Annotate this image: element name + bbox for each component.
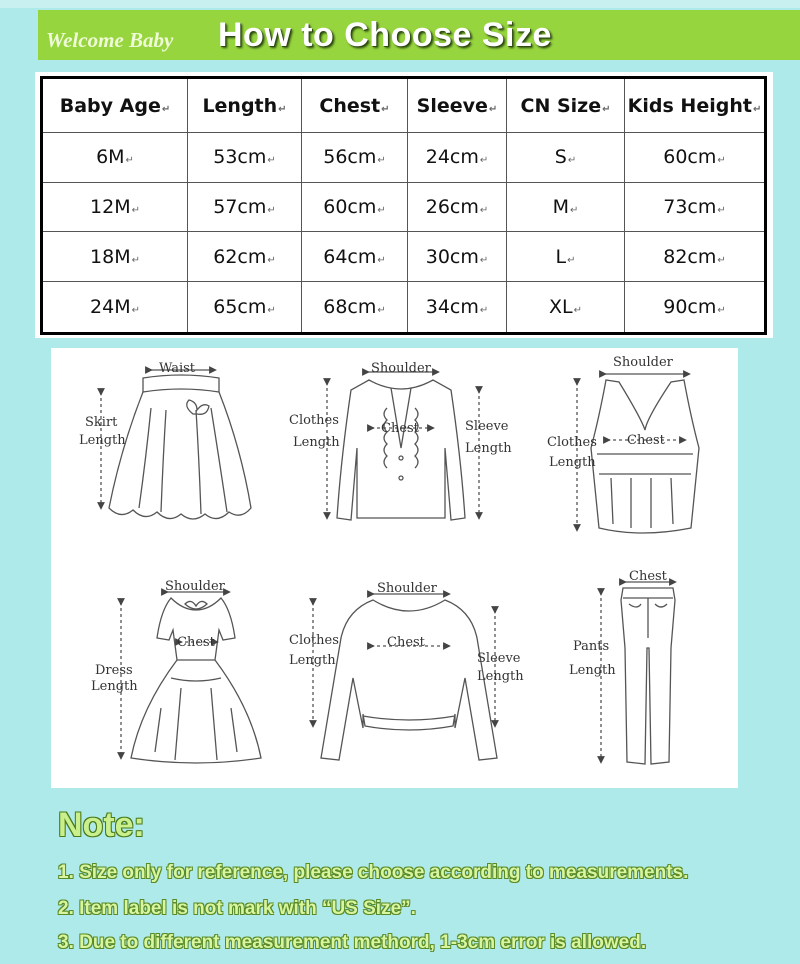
header-kids-height: Kids Height↵ (625, 78, 766, 133)
sweater-shoulder-label: Shoulder (377, 581, 437, 596)
sweater-clothes-label: Clothes (289, 633, 339, 648)
header-length: Length↵ (188, 78, 302, 133)
table-cell: 68cm↵ (302, 282, 408, 334)
size-table-panel (35, 72, 773, 338)
sweater-length-label: Length (289, 653, 336, 668)
dress-label: Dress (95, 663, 133, 678)
note-item-1: 1. Size only for reference, please choose according to measurements. (58, 862, 689, 883)
table-cell: 62cm↵ (188, 232, 302, 282)
jacket-clothes-label: Clothes (289, 413, 339, 428)
vest-shoulder-label: Shoulder (613, 355, 673, 370)
note-item-3: 3. Due to different measurement methord, 1-3cm error is allowed. (58, 932, 647, 953)
skirt-length-label: Skirt (85, 415, 118, 430)
header-chest: Chest↵ (302, 78, 408, 133)
table-cell: 18M↵ (42, 232, 188, 282)
table-cell: 82cm↵ (625, 232, 766, 282)
note-item-2: 2. Item label is not mark with “US Size”. (58, 898, 416, 919)
table-cell: 90cm↵ (625, 282, 766, 334)
vest-length-label: Length (549, 455, 596, 470)
jacket-drawing (327, 372, 479, 520)
table-cell: 60cm↵ (625, 133, 766, 183)
vest-drawing (577, 374, 699, 533)
dress-drawing (121, 592, 261, 763)
welcome-text: Welcome Baby (46, 28, 174, 52)
table-cell: 34cm↵ (408, 282, 507, 334)
table-cell: 24cm↵ (408, 133, 507, 183)
table-cell: 6M↵ (42, 133, 188, 183)
table-cell: 30cm↵ (408, 232, 507, 282)
table-cell: S↵ (507, 133, 625, 183)
page-title: How to Choose Size (218, 16, 552, 54)
measurement-diagram-panel (51, 348, 738, 788)
table-cell: 53cm↵ (188, 133, 302, 183)
sweater-chest-label: Chest (387, 635, 425, 650)
table-cell: 64cm↵ (302, 232, 408, 282)
top-strip (0, 0, 800, 8)
sweater-sleeve-label: Sleeve (477, 651, 521, 666)
header-baby-age: Baby Age↵ (42, 78, 188, 133)
table-cell: 57cm↵ (188, 182, 302, 232)
header-cn-size: CN Size↵ (507, 78, 625, 133)
table-cell: 12M↵ (42, 182, 188, 232)
title-banner (38, 10, 800, 60)
jacket-chest-label: Chest (381, 421, 419, 436)
table-cell: 24M↵ (42, 282, 188, 334)
table-cell: 60cm↵ (302, 182, 408, 232)
pants-length-label: Length (569, 663, 616, 678)
jacket-length-label: Length (293, 435, 340, 450)
skirt-length-label-2: Length (79, 433, 126, 448)
dress-shoulder-label: Shoulder (165, 579, 225, 594)
vest-chest-label: Chest (627, 433, 665, 448)
table-cell: M↵ (507, 182, 625, 232)
table-header-row (42, 78, 766, 133)
measurement-diagram (51, 348, 738, 788)
table-cell: L↵ (507, 232, 625, 282)
dress-length-label: Length (91, 679, 138, 694)
pants-label: Pants (573, 639, 610, 654)
table-row (42, 182, 766, 232)
jacket-shoulder-label: Shoulder (371, 361, 431, 376)
table-row (42, 232, 766, 282)
table-row (42, 133, 766, 183)
sweater-drawing (313, 594, 497, 760)
table-cell: 65cm↵ (188, 282, 302, 334)
skirt-waist-label: Waist (159, 361, 196, 376)
pants-chest-label: Chest (629, 569, 667, 584)
table-cell: 26cm↵ (408, 182, 507, 232)
vest-clothes-label: Clothes (547, 435, 597, 450)
size-table (40, 76, 767, 335)
sweater-sleeve-length-label: Length (477, 669, 524, 684)
header-sleeve: Sleeve↵ (408, 78, 507, 133)
jacket-sleeve-length-label: Length (465, 441, 512, 456)
table-cell: 56cm↵ (302, 133, 408, 183)
jacket-sleeve-label: Sleeve (465, 419, 509, 434)
table-cell: 73cm↵ (625, 182, 766, 232)
table-row (42, 282, 766, 334)
table-cell: XL↵ (507, 282, 625, 334)
note-heading: Note: (58, 806, 145, 844)
dress-chest-label: Chest (177, 635, 215, 650)
